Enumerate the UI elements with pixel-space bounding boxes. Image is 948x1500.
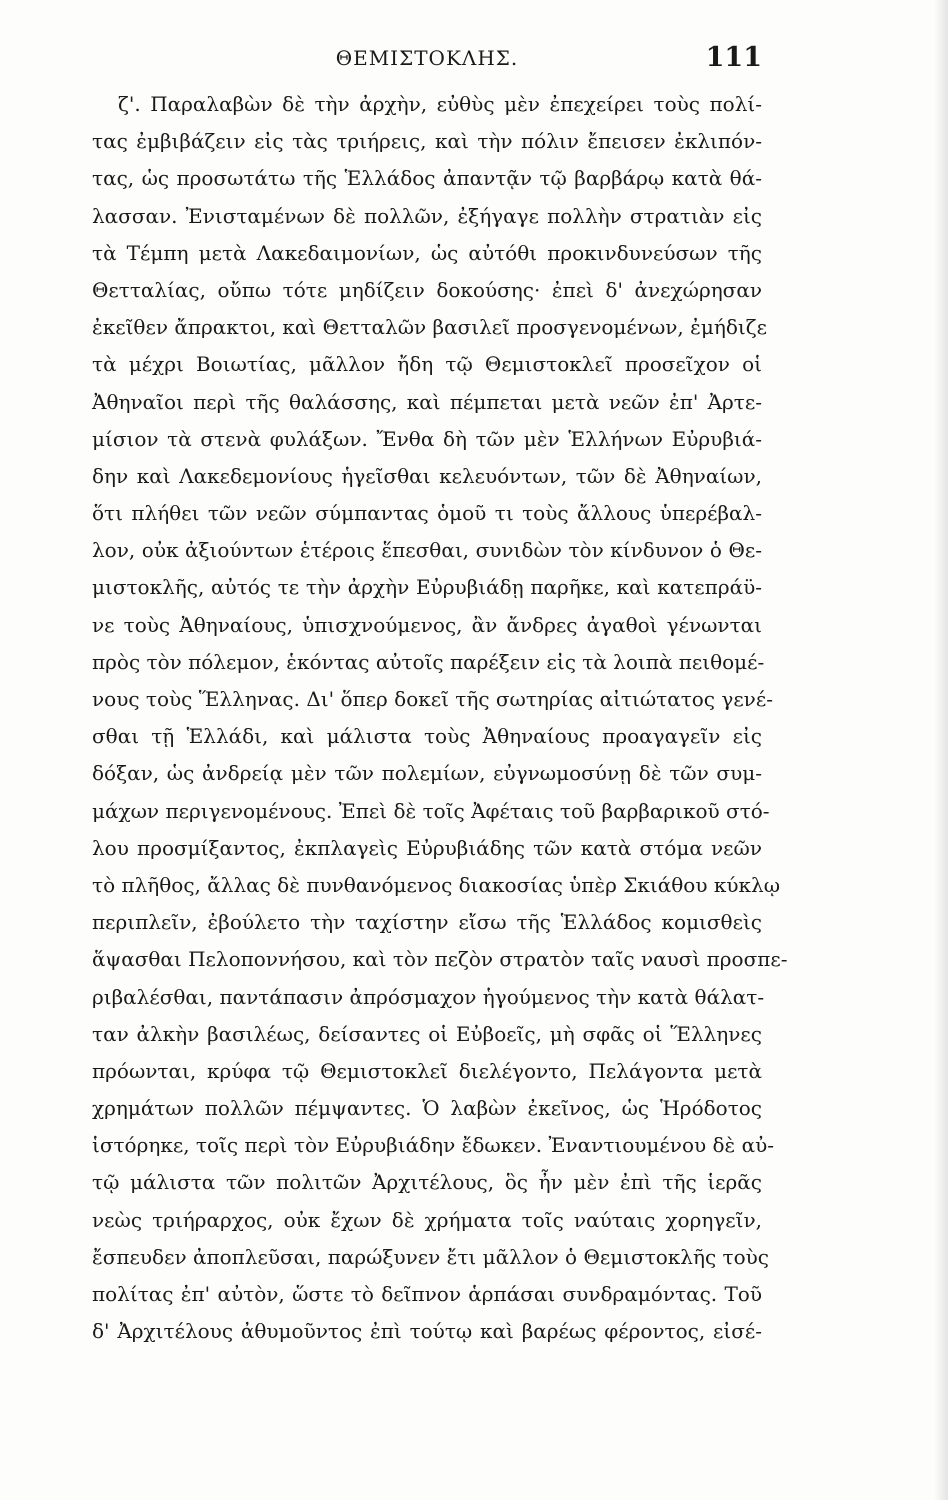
text-line: ριβαλέσθαι, παντάπασιν ἀπρόσμαχον ἡγούμενος τὴν κατὰ θάλατ- [92, 984, 765, 1009]
text-line: σθαι τῇ Ἑλλάδι, καὶ μάλιστα τοὺς Ἀθηναίους προαγαγεῖν εἰς [92, 724, 762, 749]
text-line: μιστοκλῆς, αὐτός τε τὴν ἀρχὴν Εὐρυβιάδῃ παρῆκε, καὶ κατεπράϋ- [92, 575, 762, 600]
text-line: ἔσπευδεν ἀποπλεῦσαι, παρώξυνεν ἔτι μᾶλλον ὁ Θεμιστοκλῆς τοὺς [92, 1244, 769, 1269]
text-line: ταν ἀλκὴν βασιλέως, δείσαντες οἱ Εὐβοεῖς, μὴ σφᾶς οἱ Ἕλληνες [92, 1021, 762, 1046]
text-line: μάχων περιγενομένους. Ἐπεὶ δὲ τοῖς Ἀφέταις τοῦ βαρβαρικοῦ στό- [92, 798, 770, 823]
text-line: πολίτας ἐπ' αὐτὸν, ὥστε τὸ δεῖπνον ἁρπάσαι συνδραμόντας. Τοῦ [92, 1282, 762, 1306]
text-line: Ἀθηναῖοι περὶ τῆς θαλάσσης, καὶ πέμπεται μετὰ νεῶν ἐπ' Ἀρτε- [92, 389, 762, 414]
text-line: λασσαν. Ἐνισταμένων δὲ πολλῶν, ἐξήγαγε πολλὴν στρατιὰν εἰς [92, 203, 762, 228]
text-line: Θετταλίας, οὔπω τότε μηδίζειν δοκούσης· ἐπεὶ δ' ἀνεχώρησαν [92, 277, 762, 302]
text-line: λον, οὐκ ἀξιούντων ἑτέροις ἕπεσθαι, συνιδὼν τὸν κίνδυνον ὁ Θε- [92, 538, 762, 563]
text-line: μίσιον τὰ στενὰ φυλάξων. Ἔνθα δὴ τῶν μὲν Ἑλλήνων Εὐρυβιά- [92, 426, 762, 451]
text-line: τὰ μέχρι Βοιωτίας, μᾶλλον ἤδη τῷ Θεμιστοκλεῖ προσεῖχον οἱ [92, 352, 762, 377]
text-line: ἅψασθαι Πελοποννήσου, καὶ τὸν πεζὸν στρατὸν ταῖς ναυσὶ προσπε- [92, 947, 788, 972]
text-line: τας ἐμβιβάζειν εἰς τὰς τριήρεις, καὶ τὴν πόλιν ἔπεισεν ἐκλιπόν- [92, 129, 762, 154]
text-line: τας, ὡς προσωτάτω τῆς Ἑλλάδος ἀπαντᾷν τῷ βαρβάρῳ κατὰ θά- [92, 166, 762, 191]
text-line: δ' Ἀρχιτέλους ἀθυμοῦντος ἐπὶ τούτῳ καὶ βαρέως φέροντος, εἰσέ- [92, 1319, 762, 1344]
text-line: ἐκεῖθεν ἄπρακτοι, καὶ Θετταλῶν βασιλεῖ προσγενομένων, ἐμήδιζε [92, 315, 767, 340]
text-line: περιπλεῖν, ἐβούλετο τὴν ταχίστην εἴσω τῆς Ἑλλάδος κομισθεὶς [92, 910, 762, 935]
text-line: ζ'. Παραλαβὼν δὲ τὴν ἀρχὴν, εὐθὺς μὲν ἐπεχείρει τοὺς πολί- [118, 92, 762, 116]
text-line: πρόωνται, κρύφα τῷ Θεμιστοκλεῖ διελέγοντο, Πελάγοντα μετὰ [92, 1058, 762, 1083]
text-line: ὅτι πλήθει τῶν νεῶν σύμπαντας ὁμοῦ τι τοὺς ἄλλους ὑπερέβαλ- [92, 501, 762, 526]
text-line: νεὼς τριήραρχος, οὐκ ἔχων δὲ χρήματα τοῖς ναύταις χορηγεῖν, [92, 1207, 762, 1232]
text-line [92, 1388, 762, 1425]
text-line: νε τοὺς Ἀθηναίους, ὑπισχνούμενος, ἂν ἄνδρες ἀγαθοὶ γένωνται [92, 612, 762, 637]
text-line: χρημάτων πολλῶν πέμψαντες. Ὁ λαβὼν ἐκεῖνος, ὡς Ἡρόδοτος [92, 1096, 762, 1121]
text-body [92, 86, 788, 1425]
text-line: λου προσμίξαντος, ἐκπλαγεὶς Εὐρυβιάδης τῶν κατὰ στόμα νεῶν [92, 835, 762, 860]
text-line: δην καὶ Λακεδεμονίους ἡγεῖσθαι κελευόντων, τῶν δὲ Ἀθηναίων, [92, 463, 762, 488]
running-title: ΘΕΜΙΣΤΟΚΛΗΣ. [335, 46, 519, 70]
page-binding-edge [934, 0, 948, 1500]
text-line: ἱστόρηκε, τοῖς περὶ τὸν Εὐρυβιάδην ἔδωκεν. Ἐναντιουμένου δὲ αὐ- [92, 1133, 775, 1158]
text-line [92, 1350, 762, 1387]
running-head [92, 42, 762, 82]
page-number: 111 [705, 42, 762, 73]
text-line: τὰ Τέμπη μετὰ Λακεδαιμονίων, ὡς αὐτόθι προκινδυνεύσων τῆς [92, 240, 762, 265]
text-line: νους τοὺς Ἕλληνας. Δι' ὅπερ δοκεῖ τῆς σωτηρίας αἰτιώτατος γενέ- [92, 687, 773, 711]
text-line: τὸ πλῆθος, ἄλλας δὲ πυνθανόμενος διακοσίας ὑπὲρ Σκιάθου κύκλῳ [92, 872, 781, 897]
text-line: δόξαν, ὡς ἀνδρείᾳ μὲν τῶν πολεμίων, εὐγνωμοσύνῃ δὲ τῶν συμ- [92, 761, 762, 786]
text-line: τῷ μάλιστα τῶν πολιτῶν Ἀρχιτέλους, ὃς ἦν μὲν ἐπὶ τῆς ἱερᾶς [92, 1170, 762, 1195]
text-line: πρὸς τὸν πόλεμον, ἑκόντας αὐτοῖς παρέξειν εἰς τὰ λοιπὰ πειθομέ- [92, 649, 765, 674]
